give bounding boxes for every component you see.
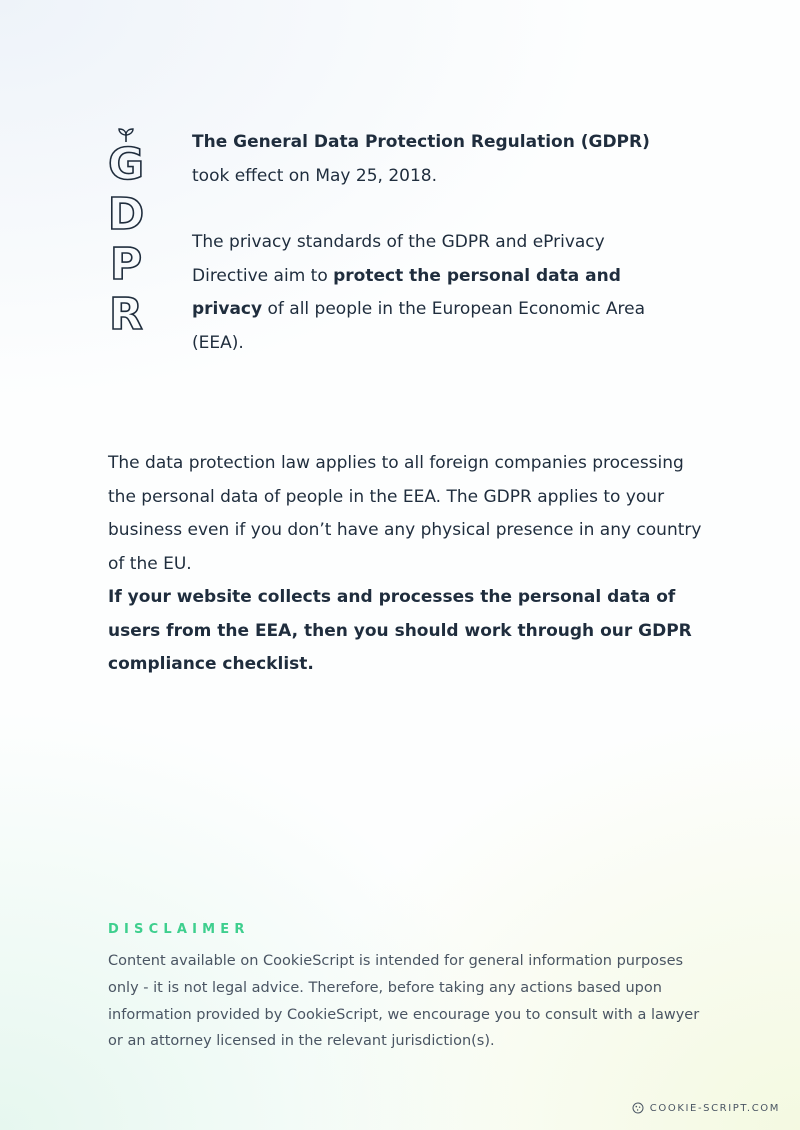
gdpr-letter-d: D [107, 189, 145, 240]
main-emphasis: If your website collects and processes the personal data of users from the EEA, then you should work through our GDPR compliance checklist. [108, 587, 692, 674]
gdpr-letter-r: R [109, 289, 143, 340]
footer-brand [632, 1102, 780, 1114]
gdpr-letter-g: G [107, 139, 145, 190]
disclaimer-title: DISCLAIMER [108, 922, 250, 937]
effective-date-text: took effect on May 25, 2018. [192, 165, 437, 186]
footer-brand-text: COOKIE-SCRIPT.COM [649, 1102, 780, 1114]
gdpr-headline: The General Data Protection Regulation (GDPR) [192, 132, 650, 152]
disclaimer-body: Content available on CookieScript is intended for general information purposes only - it is not legal advice. Therefore, before taking any actions based upon information provided by CookieScript, we encourage you to consult with a lawyer or an attorney licensed in the relevant jurisdiction(s). [108, 953, 700, 1050]
main-paragraph: The data protection law applies to all foreign companies processing the personal data of people in the EEA. The GDPR applies to your business even if you don’t have any physical presence in any country of the EU. [108, 453, 702, 574]
intro-paragraph-2-start: The privacy standards of the GDPR and ePrivacy Directive aim to [192, 232, 605, 286]
main-text [108, 447, 708, 682]
intro-paragraph-1 [192, 126, 672, 193]
cookie-icon [632, 1102, 644, 1114]
intro-paragraph-2-emphasis: protect the personal data and privacy [192, 265, 621, 319]
intro-text [192, 126, 672, 360]
intro-paragraph-2-end: of all people in the European Economic Area (EEA). [192, 299, 645, 353]
gdpr-letter-p: P [109, 239, 143, 290]
intro-paragraph-2 [192, 226, 672, 360]
gdpr-vertical-title [104, 128, 148, 340]
